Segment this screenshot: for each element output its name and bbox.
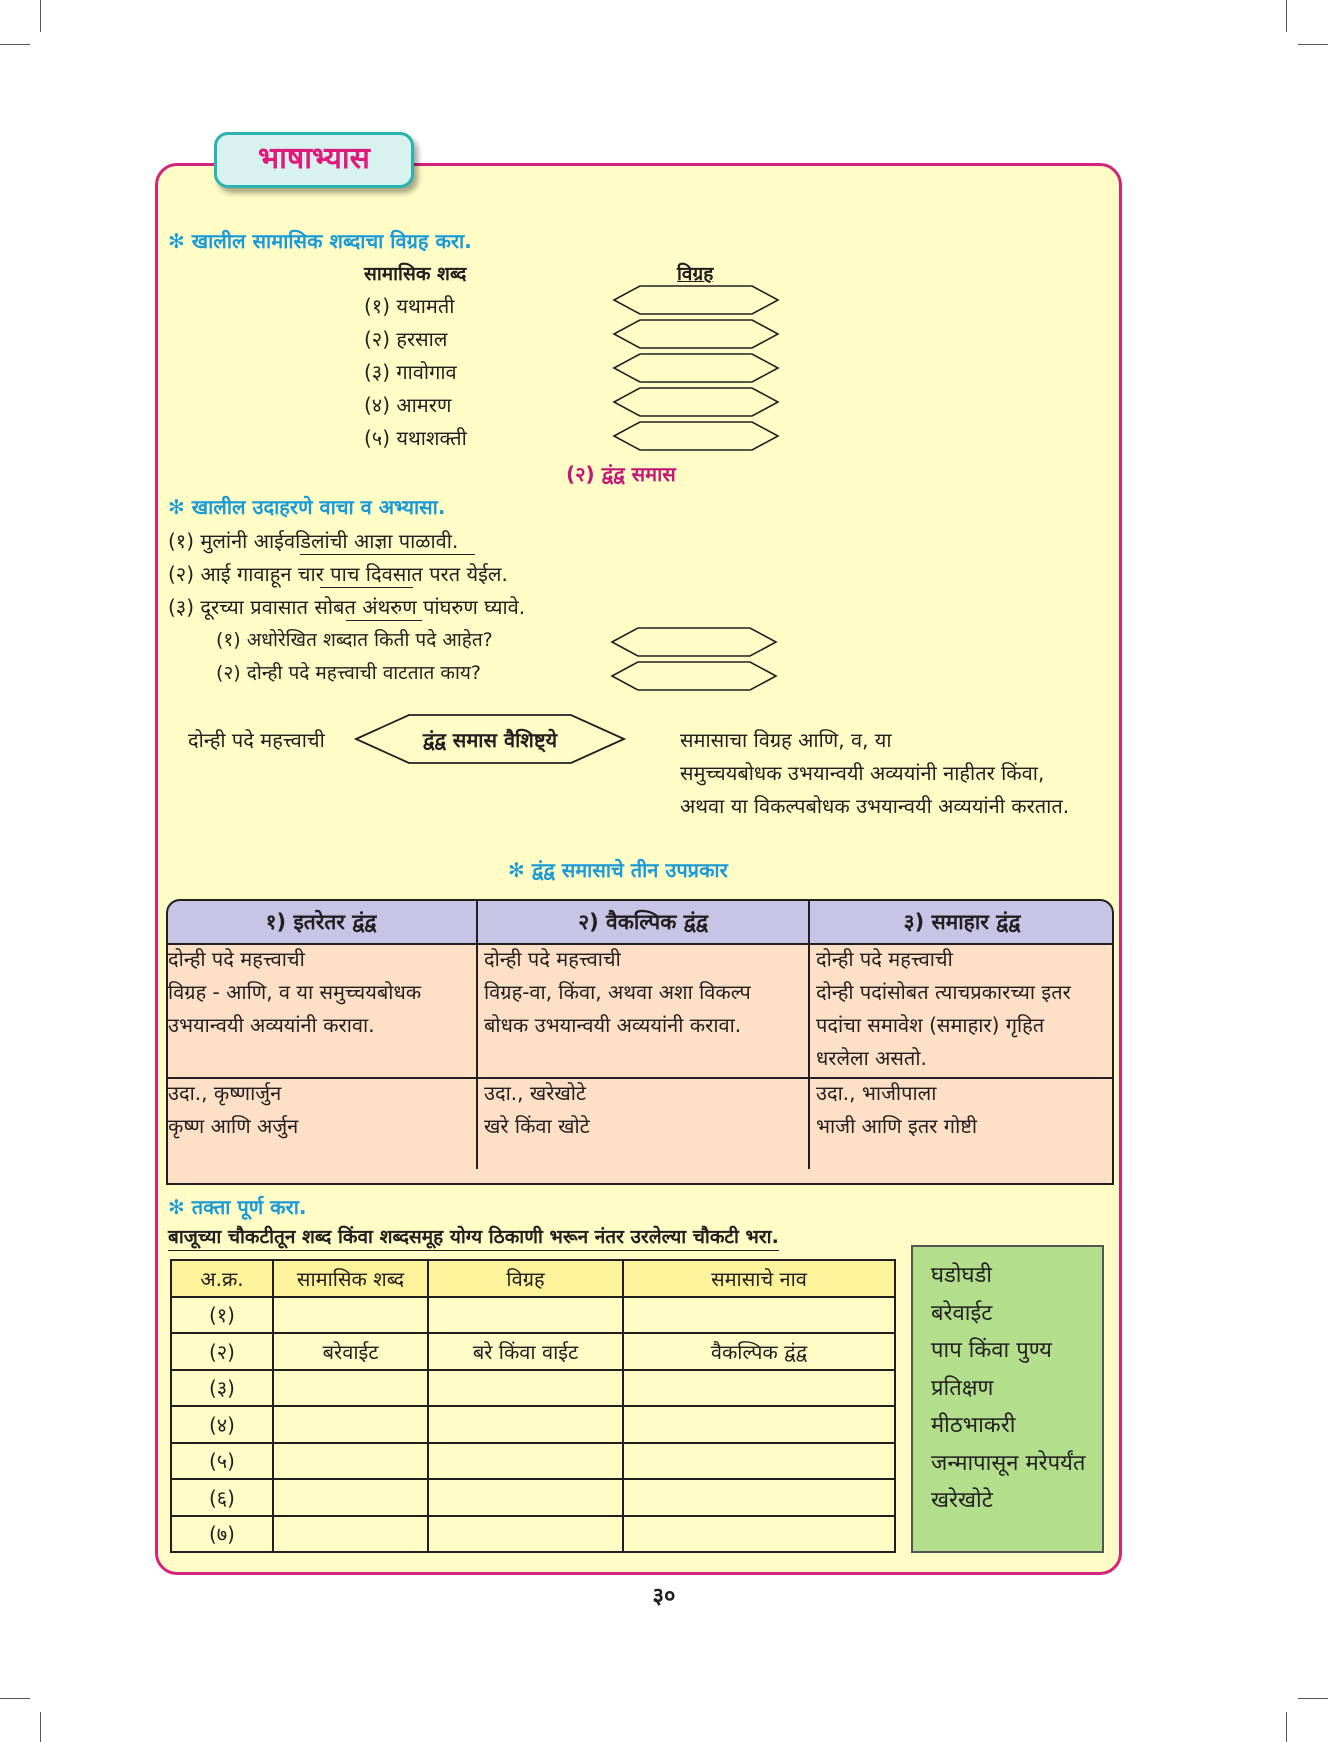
samas-name-cell: वैकल्पिक द्वंद्व — [623, 1333, 895, 1370]
samas-name-cell[interactable] — [623, 1443, 895, 1480]
crop-mark — [40, 1712, 41, 1742]
table-row — [171, 1516, 895, 1553]
column-header: विग्रह — [428, 1260, 623, 1297]
word-bank-item: मीठभाकरी — [931, 1413, 1016, 1438]
column-header: सामासिक शब्द — [273, 1260, 428, 1297]
exercise3-heading: ✻ तक्ता पूर्ण करा. — [168, 1195, 307, 1219]
types-heading: ✻ द्वंद्व समासाचे तीन उपप्रकार — [508, 858, 728, 882]
vigraha-cell[interactable] — [428, 1516, 623, 1553]
vigraha-cell[interactable] — [428, 1297, 623, 1334]
question-1: (१) अधोरेखित शब्दात किती पदे आहेत? — [216, 629, 493, 651]
example-sentence-3: (३) दूरच्या प्रवासात सोबत अंथरुण पांघरुण घ्यावे. — [168, 595, 526, 619]
table-row — [171, 1443, 895, 1480]
type3-desc-line: दोन्ही पदे महत्त्वाची — [816, 947, 953, 971]
crop-mark — [0, 44, 30, 45]
word-item-4: (४) आमरण — [364, 393, 452, 417]
word-bank-box — [911, 1245, 1104, 1553]
type3-desc-line: पदांचा समावेश (समाहार) गृहित — [816, 1013, 1045, 1037]
exercise1-heading: ✻ खालील सामासिक शब्दाचा विग्रह करा. — [168, 229, 472, 253]
type2-example-line: खरे किंवा खोटे — [484, 1114, 590, 1138]
type3-example-line: भाजी आणि इतर गोष्टी — [816, 1114, 978, 1138]
word-bank-item: खरेखोटे — [931, 1488, 993, 1513]
answer-hexagon-q2[interactable] — [610, 660, 778, 692]
type3-desc-line: दोन्ही पदांसोबत त्याचप्रकारच्या इतर — [816, 980, 1071, 1004]
crop-mark — [1286, 1712, 1287, 1742]
type3-example-line: उदा., भाजीपाला — [816, 1081, 937, 1105]
underline-mark — [320, 587, 413, 588]
type-header-3: ३) समाहार द्वंद्व — [903, 910, 1021, 934]
row-number: (४) — [171, 1406, 273, 1443]
word-item-1: (१) यथामती — [364, 294, 455, 318]
row-number: (५) — [171, 1443, 273, 1480]
feature-center-label: द्वंद्व समास वैशिष्ट्ये — [422, 728, 558, 752]
vigraha-cell[interactable] — [428, 1370, 623, 1407]
type1-example-line: कृष्ण आणि अर्जुन — [168, 1114, 299, 1138]
type1-example-line: उदा., कृष्णार्जुन — [168, 1081, 282, 1105]
word-item-2: (२) हरसाल — [364, 327, 448, 351]
word-bank-item: पाप किंवा पुण्य — [931, 1338, 1052, 1363]
feature-left-text: दोन्ही पदे महत्त्वाची — [188, 728, 325, 752]
crop-mark — [1298, 1698, 1328, 1699]
exercise3-instruction: बाजूच्या चौकटीतून शब्द किंवा शब्दसमूह योग्य ठिकाणी भरून नंतर उरलेल्या चौकटी भरा. — [168, 1224, 779, 1251]
underline-mark — [346, 620, 422, 621]
type1-desc-line: उभयान्वयी अव्ययांनी करावा. — [168, 1013, 375, 1037]
word-bank-item: जन्मापासून मरेपर्यंत — [931, 1450, 1086, 1476]
type2-desc-line: दोन्ही पदे महत्त्वाची — [484, 947, 621, 971]
column-header: समासाचे नाव — [623, 1260, 895, 1297]
samas-name-cell[interactable] — [623, 1370, 895, 1407]
row-number: (३) — [171, 1370, 273, 1407]
word-cell[interactable] — [273, 1443, 428, 1480]
answer-hexagon-2[interactable] — [612, 318, 780, 350]
feature-right-line-1: समासाचा विग्रह आणि, व, या — [680, 728, 892, 752]
table-row — [171, 1406, 895, 1443]
answer-hexagon-q1[interactable] — [610, 626, 778, 658]
type1-desc-line: विग्रह - आणि, व या समुच्चयबोधक — [168, 980, 422, 1004]
table-row — [171, 1297, 895, 1334]
type2-desc-line: बोधक उभयान्वयी अव्ययांनी करावा. — [484, 1013, 742, 1037]
table-row — [171, 1370, 895, 1407]
word-bank-item: बरेवाईट — [931, 1300, 993, 1326]
example-sentence-2: (२) आई गावाहून चार पाच दिवसात परत येईल. — [168, 562, 508, 586]
page-number: ३० — [652, 1584, 676, 1609]
word-cell[interactable] — [273, 1479, 428, 1516]
fill-in-table — [170, 1259, 896, 1553]
answer-hexagon-5[interactable] — [612, 420, 780, 452]
underline-mark — [300, 554, 475, 555]
column-header: अ.क्र. — [171, 1260, 273, 1297]
types-table — [166, 899, 1114, 1185]
word-cell[interactable] — [273, 1297, 428, 1334]
word-cell: बरेवाईट — [273, 1333, 428, 1370]
answer-hexagon-1[interactable] — [612, 284, 780, 316]
word-cell[interactable] — [273, 1516, 428, 1553]
row-number: (२) — [171, 1333, 273, 1370]
type3-desc-line: धरलेला असतो. — [816, 1046, 927, 1070]
crop-mark — [40, 0, 41, 32]
example-sentence-1: (१) मुलांनी आईवडिलांची आज्ञा पाळावी. — [168, 529, 459, 553]
type-header-1: १) इतरेतर द्वंद्व — [265, 910, 377, 934]
table-row — [171, 1333, 895, 1370]
samas-name-cell[interactable] — [623, 1479, 895, 1516]
type2-desc-line: विग्रह-वा, किंवा, अथवा अशा विकल्प — [484, 980, 751, 1004]
asterisk-icon: ✻ — [168, 495, 192, 519]
exercise2-heading: ✻ खालील उदाहरणे वाचा व अभ्यासा. — [168, 495, 446, 519]
samas-name-cell[interactable] — [623, 1297, 895, 1334]
col-vigraha-label: विग्रह — [677, 263, 714, 285]
asterisk-icon: ✻ — [168, 229, 192, 253]
question-2: (२) दोन्ही पदे महत्त्वाची वाटतात काय? — [216, 662, 482, 684]
crop-mark — [1298, 44, 1328, 45]
type-header-2: २) वैकल्पिक द्वंद्व — [578, 910, 708, 934]
vigraha-cell[interactable] — [428, 1479, 623, 1516]
row-number: (६) — [171, 1479, 273, 1516]
crop-mark — [0, 1698, 30, 1699]
samas-name-cell[interactable] — [623, 1516, 895, 1553]
answer-hexagon-3[interactable] — [612, 352, 780, 384]
asterisk-icon: ✻ — [508, 858, 532, 882]
section-tab: भाषाभ्यास — [214, 132, 414, 188]
feature-right-line-2: समुच्चयबोधक उभयान्वयी अव्ययांनी नाहीतर किंवा, — [680, 761, 1045, 785]
crop-mark — [1286, 0, 1287, 32]
row-number: (१) — [171, 1297, 273, 1334]
word-bank-item: प्रतिक्षण — [931, 1375, 994, 1401]
word-item-5: (५) यथाशक्ती — [364, 426, 467, 450]
col-word-label: सामासिक शब्द — [364, 263, 467, 285]
feature-right-line-3: अथवा या विकल्पबोधक उभयान्वयी अव्ययांनी करतात. — [680, 794, 1070, 818]
type1-desc-line: दोन्ही पदे महत्त्वाची — [168, 947, 305, 971]
vigraha-cell[interactable] — [428, 1406, 623, 1443]
table-header-row — [171, 1260, 895, 1297]
word-item-3: (३) गावोगाव — [364, 360, 457, 384]
vigraha-cell[interactable] — [428, 1443, 623, 1480]
table-row — [171, 1479, 895, 1516]
subsection-title: (२) द्वंद्व समास — [566, 462, 676, 486]
row-divider — [166, 1077, 1114, 1079]
word-bank-item: घडोघडी — [931, 1263, 992, 1288]
word-cell[interactable] — [273, 1406, 428, 1443]
word-cell[interactable] — [273, 1370, 428, 1407]
samas-name-cell[interactable] — [623, 1406, 895, 1443]
vigraha-cell: बरे किंवा वाईट — [428, 1333, 623, 1370]
row-number: (७) — [171, 1516, 273, 1553]
asterisk-icon: ✻ — [168, 1195, 192, 1219]
answer-hexagon-4[interactable] — [612, 386, 780, 418]
type2-example-line: उदा., खरेखोटे — [484, 1081, 586, 1105]
